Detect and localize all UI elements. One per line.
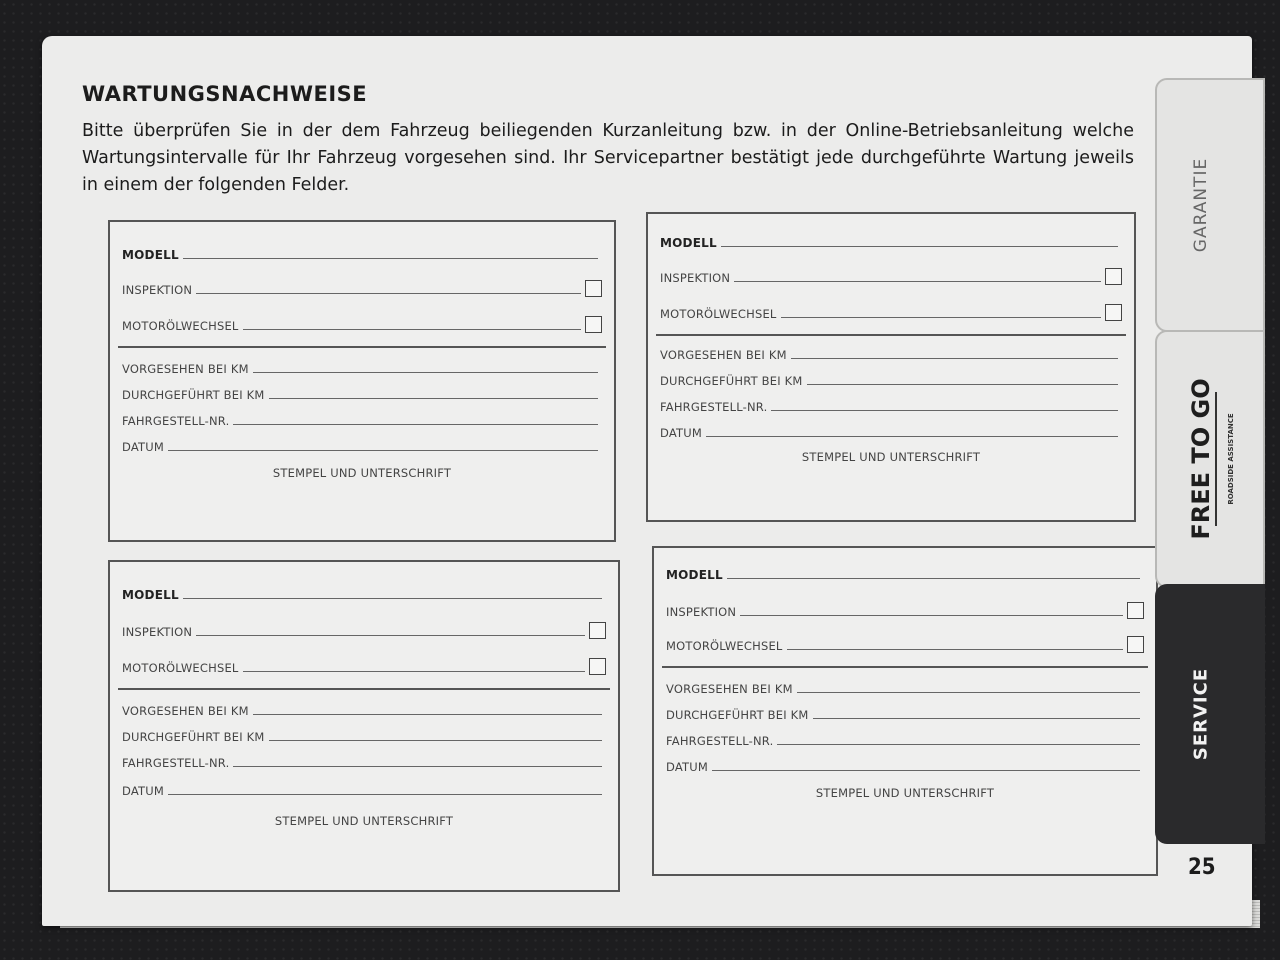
- oil-change-label: MOTORÖLWECHSEL: [122, 661, 239, 675]
- inspection-label: INSPEKTION: [122, 625, 193, 639]
- oil-change-label: MOTORÖLWECHSEL: [666, 639, 783, 653]
- inspection-checkbox[interactable]: [585, 280, 602, 297]
- planned-km-field[interactable]: [253, 714, 602, 715]
- manual-page: [42, 36, 1252, 926]
- tab-garantie-label: GARANTIE: [1191, 157, 1211, 253]
- model-row: [660, 236, 1122, 250]
- page-title: WARTUNGSNACHWEISE: [82, 82, 368, 106]
- inspection-checkbox[interactable]: [589, 622, 606, 639]
- inspection-row: [122, 280, 602, 297]
- model-field[interactable]: [721, 246, 1118, 247]
- vin-row: [660, 400, 1122, 414]
- done-km-label: DURCHGEFÜHRT BEI KM: [660, 374, 803, 388]
- inspection-row: [122, 622, 606, 639]
- model-row: [122, 248, 602, 262]
- model-label: MODELL: [666, 568, 723, 582]
- planned-km-label: VORGESEHEN BEI KM: [660, 348, 787, 362]
- done-km-row: [122, 730, 606, 744]
- inspection-checkbox[interactable]: [1127, 602, 1144, 619]
- form-divider: [118, 346, 606, 348]
- planned-km-row: [122, 362, 602, 376]
- oil-change-row: [666, 636, 1144, 653]
- done-km-label: DURCHGEFÜHRT BEI KM: [666, 708, 809, 722]
- date-row: [660, 426, 1122, 440]
- date-field[interactable]: [706, 436, 1118, 437]
- done-km-field[interactable]: [269, 398, 598, 399]
- inspection-checkbox[interactable]: [1105, 268, 1122, 285]
- planned-km-label: VORGESEHEN BEI KM: [122, 362, 249, 376]
- stamp-label: STEMPEL UND UNTERSCHRIFT: [801, 450, 981, 464]
- planned-km-label: VORGESEHEN BEI KM: [122, 704, 249, 718]
- tab-divider: [1215, 392, 1217, 526]
- vin-label: FAHRGESTELL-NR.: [122, 414, 230, 428]
- date-field[interactable]: [168, 450, 598, 451]
- date-row: [666, 760, 1144, 774]
- tab-free-to-go-label: FREE TO GO: [1187, 378, 1215, 540]
- planned-km-field[interactable]: [253, 372, 598, 373]
- inspection-label: INSPEKTION: [122, 283, 193, 297]
- oil-change-row: [122, 316, 602, 333]
- stamp-label: STEMPEL UND UNTERSCHRIFT: [815, 786, 995, 800]
- inspection-label: INSPEKTION: [660, 271, 731, 285]
- stamp-label: STEMPEL UND UNTERSCHRIFT: [274, 814, 454, 828]
- date-row: [122, 440, 602, 454]
- form-divider: [656, 334, 1126, 336]
- tab-free-to-go[interactable]: [1155, 330, 1265, 588]
- service-record-form-4: [652, 546, 1158, 876]
- model-label: MODELL: [660, 236, 717, 250]
- planned-km-field[interactable]: [791, 358, 1118, 359]
- date-label: DATUM: [122, 784, 164, 798]
- service-record-form-1: [108, 220, 616, 542]
- form-divider: [662, 666, 1148, 668]
- stamp-label: STEMPEL UND UNTERSCHRIFT: [272, 466, 452, 480]
- model-label: MODELL: [122, 588, 179, 602]
- vin-label: FAHRGESTELL-NR.: [660, 400, 768, 414]
- inspection-label: INSPEKTION: [666, 605, 737, 619]
- oil-change-row: [122, 658, 606, 675]
- vin-row: [122, 756, 606, 770]
- planned-km-row: [122, 704, 606, 718]
- intro-text: Bitte überprüfen Sie in der dem Fahrzeug beiliegenden Kurzanleitung bzw. in der Online-Betriebsanleitung welche Wartungsintervalle für Ihr Fahrzeug vorgesehen sind. Ihr Servicepartner bestätigt jede durchgeführte Wartung jeweils in einem der folgenden Felder.: [82, 121, 1134, 195]
- oil-change-label: MOTORÖLWECHSEL: [122, 319, 239, 333]
- oil-change-label: MOTORÖLWECHSEL: [660, 307, 777, 321]
- planned-km-row: [660, 348, 1122, 362]
- done-km-row: [660, 374, 1122, 388]
- vin-label: FAHRGESTELL-NR.: [122, 756, 230, 770]
- inspection-row: [666, 602, 1144, 619]
- done-km-field[interactable]: [813, 718, 1140, 719]
- vin-field[interactable]: [771, 410, 1118, 411]
- model-row: [666, 568, 1144, 582]
- date-label: DATUM: [122, 440, 164, 454]
- vin-row: [122, 414, 602, 428]
- planned-km-label: VORGESEHEN BEI KM: [666, 682, 793, 696]
- date-label: DATUM: [660, 426, 702, 440]
- oil-change-row: [660, 304, 1122, 321]
- vin-label: FAHRGESTELL-NR.: [666, 734, 774, 748]
- done-km-row: [666, 708, 1144, 722]
- model-row: [122, 588, 606, 602]
- oil-change-checkbox[interactable]: [589, 658, 606, 675]
- tab-roadside-label: ROADSIDE ASSISTANCE: [1227, 413, 1235, 505]
- vin-field[interactable]: [233, 424, 598, 425]
- date-field[interactable]: [712, 770, 1140, 771]
- oil-change-checkbox[interactable]: [1127, 636, 1144, 653]
- done-km-label: DURCHGEFÜHRT BEI KM: [122, 388, 265, 402]
- form-divider: [118, 688, 610, 690]
- vin-row: [666, 734, 1144, 748]
- done-km-field[interactable]: [269, 740, 602, 741]
- vin-field[interactable]: [777, 744, 1140, 745]
- tab-service-label: SERVICE: [1190, 667, 1212, 761]
- done-km-field[interactable]: [807, 384, 1118, 385]
- date-field[interactable]: [168, 794, 602, 795]
- done-km-row: [122, 388, 602, 402]
- oil-change-checkbox[interactable]: [585, 316, 602, 333]
- model-field[interactable]: [727, 578, 1140, 579]
- model-label: MODELL: [122, 248, 179, 262]
- date-label: DATUM: [666, 760, 708, 774]
- planned-km-row: [666, 682, 1144, 696]
- oil-change-checkbox[interactable]: [1105, 304, 1122, 321]
- service-record-form-3: [108, 560, 620, 892]
- page-number: 25: [1188, 855, 1216, 880]
- tab-garantie[interactable]: [1155, 78, 1265, 332]
- done-km-label: DURCHGEFÜHRT BEI KM: [122, 730, 265, 744]
- service-record-form-2: [646, 212, 1136, 522]
- planned-km-field[interactable]: [797, 692, 1140, 693]
- date-row: [122, 784, 606, 798]
- model-field[interactable]: [183, 258, 598, 259]
- tab-service[interactable]: [1155, 584, 1265, 844]
- vin-field[interactable]: [233, 766, 602, 767]
- inspection-row: [660, 268, 1122, 285]
- model-field[interactable]: [183, 598, 602, 599]
